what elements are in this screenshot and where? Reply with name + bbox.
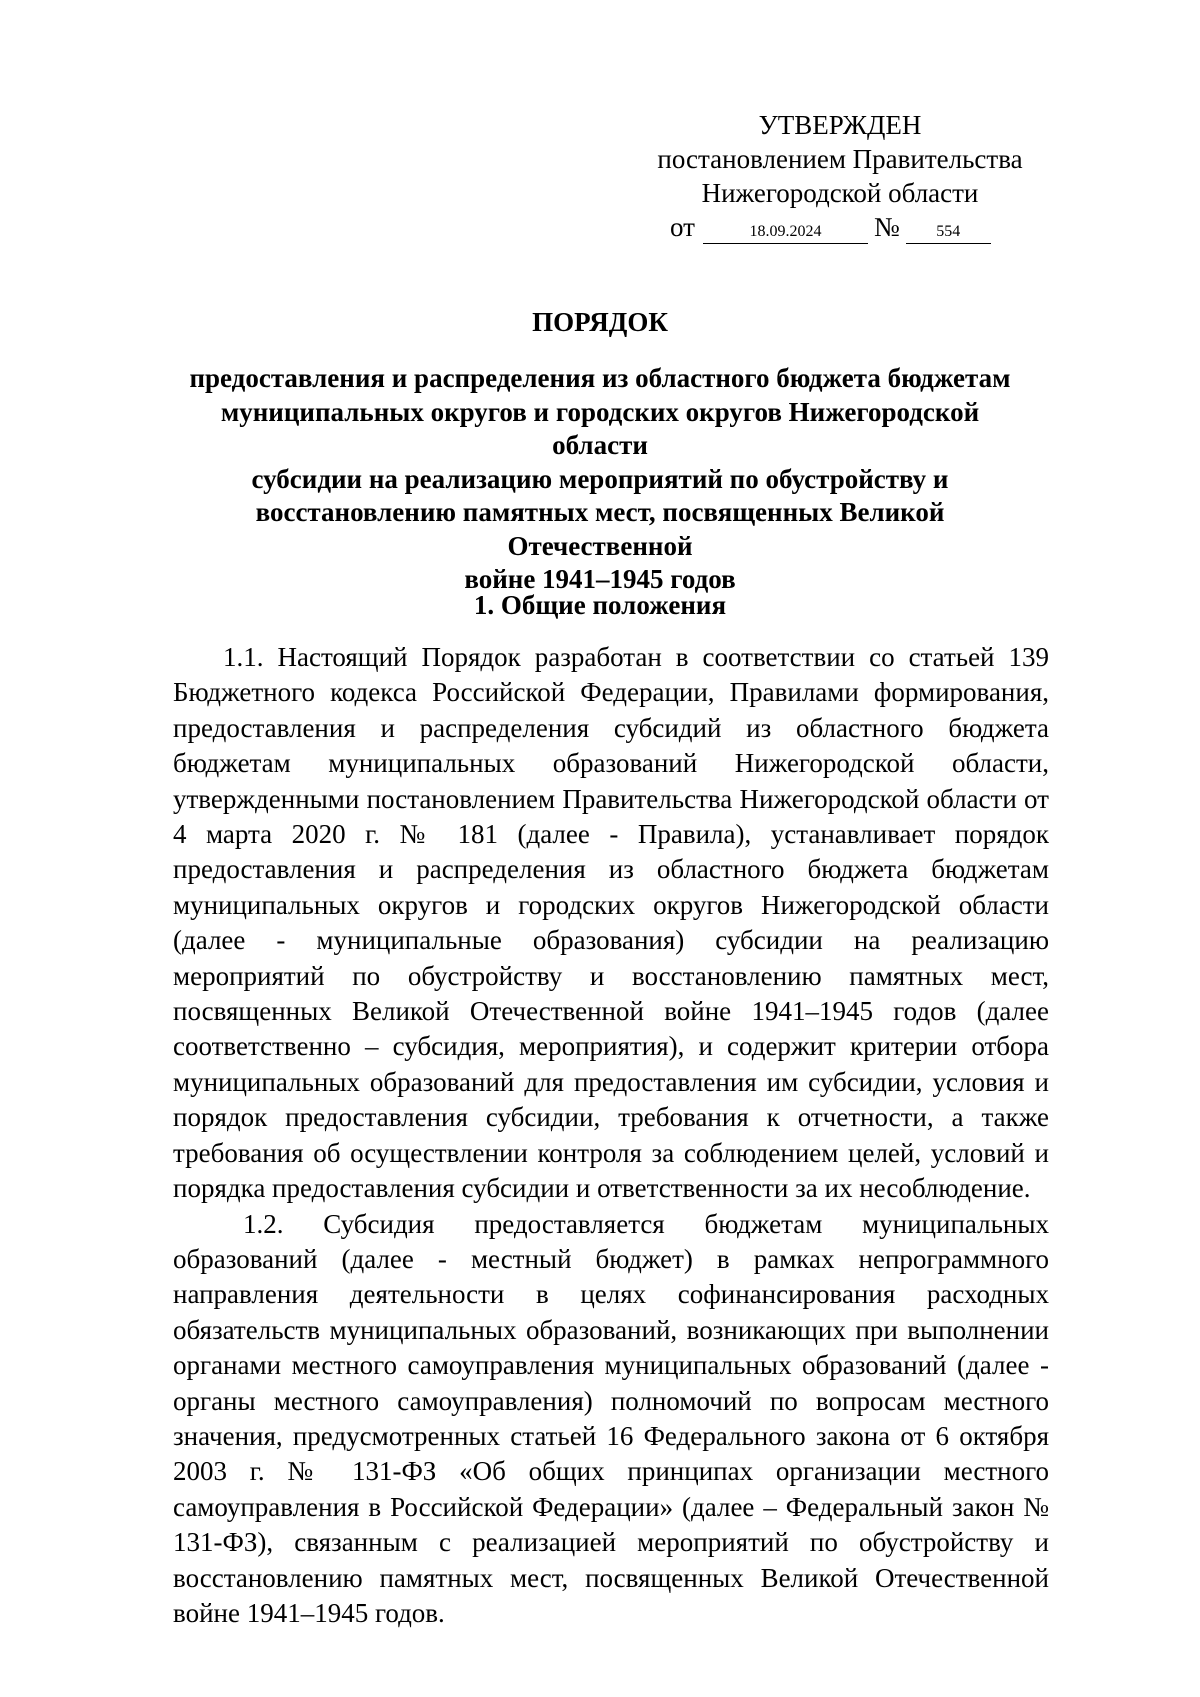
paragraph-1-1: 1.1. Настоящий Порядок разработан в соответствии со статьей 139 Бюджетного кодекса Российской Федерации, Правилами формирования, предоставления и распределения субсидий из областного бюджета бюджетам муниципальных образований Нижегородской области, утвержденными постановлением Правительства Нижегородской области от 4 марта 2020 г. № 181 (далее - Правила), устанавливает порядок предоставления и распределения из областного бюджета бюджетам муниципальных округов и городских округов Нижегородской области (далее - муниципальные образования) субсидии на реализацию мероприятий по обустройству и восстановлению памятных мест, посвященных Великой Отечественной войне 1941–1945 годов (далее соответственно – субсидия, мероприятия), и содержит критерии отбора муниципальных образований для предоставления им субсидии, условия и порядок предоставления субсидии, требования к отчетности, а также требования об осуществлении контроля за соблюдением целей, условий и порядка предоставления субсидии и ответственности за их несоблюдение. <box>173 642 1049 1204</box>
subtitle-line: войне 1941–1945 годов <box>464 564 736 594</box>
subtitle-line: субсидии на реализацию мероприятий по обустройству и <box>251 463 949 494</box>
approval-date-line <box>640 210 1040 244</box>
section-heading: 1. Общие положения <box>473 590 727 620</box>
approval-stamp <box>640 108 1040 244</box>
subtitle-line: восстановлению памятных мест, посвященных Великой Отечественной <box>255 497 945 561</box>
approval-issuer-line: постановлением Правительства <box>657 144 1023 174</box>
approval-region-line: Нижегородской области <box>701 178 979 208</box>
section-body <box>173 640 1049 1631</box>
number-prefix: № <box>873 212 900 242</box>
paragraph-1-2: 1.2. Субсидия предоставляется бюджетам муниципальных образований (далее - местный бюджет) в рамках непрограммного направления деятельности в целях софинансирования расходных обязательств муниципальных образований, возникающих при выполнении органами местного самоуправления муниципальных образований (далее - органы местного самоуправления) полномочий по вопросам местного значения, предусмотренных статьей 16 Федерального закона от 6 октября 2003 г. № 131-ФЗ «Об общих принципах организации местного самоуправления в Российской Федерации» (далее – Федеральный закон № 131-ФЗ), связанным с реализацией мероприятий по обустройству и восстановлению памятных мест, посвященных Великой Отечественной войне 1941–1945 годов. <box>173 1208 1049 1628</box>
document-title: ПОРЯДОК <box>532 307 668 337</box>
approval-number: 554 <box>906 221 991 244</box>
approval-heading: УТВЕРЖДЕН <box>758 110 922 140</box>
subtitle-line: предоставления и распределения из областного бюджета бюджетам <box>189 363 1011 393</box>
date-prefix: от <box>670 212 695 242</box>
approval-date: 18.09.2024 <box>703 221 868 244</box>
subtitle-line: муниципальных округов и городских округов Нижегородской области <box>220 396 980 460</box>
document-subtitle <box>170 362 1030 597</box>
